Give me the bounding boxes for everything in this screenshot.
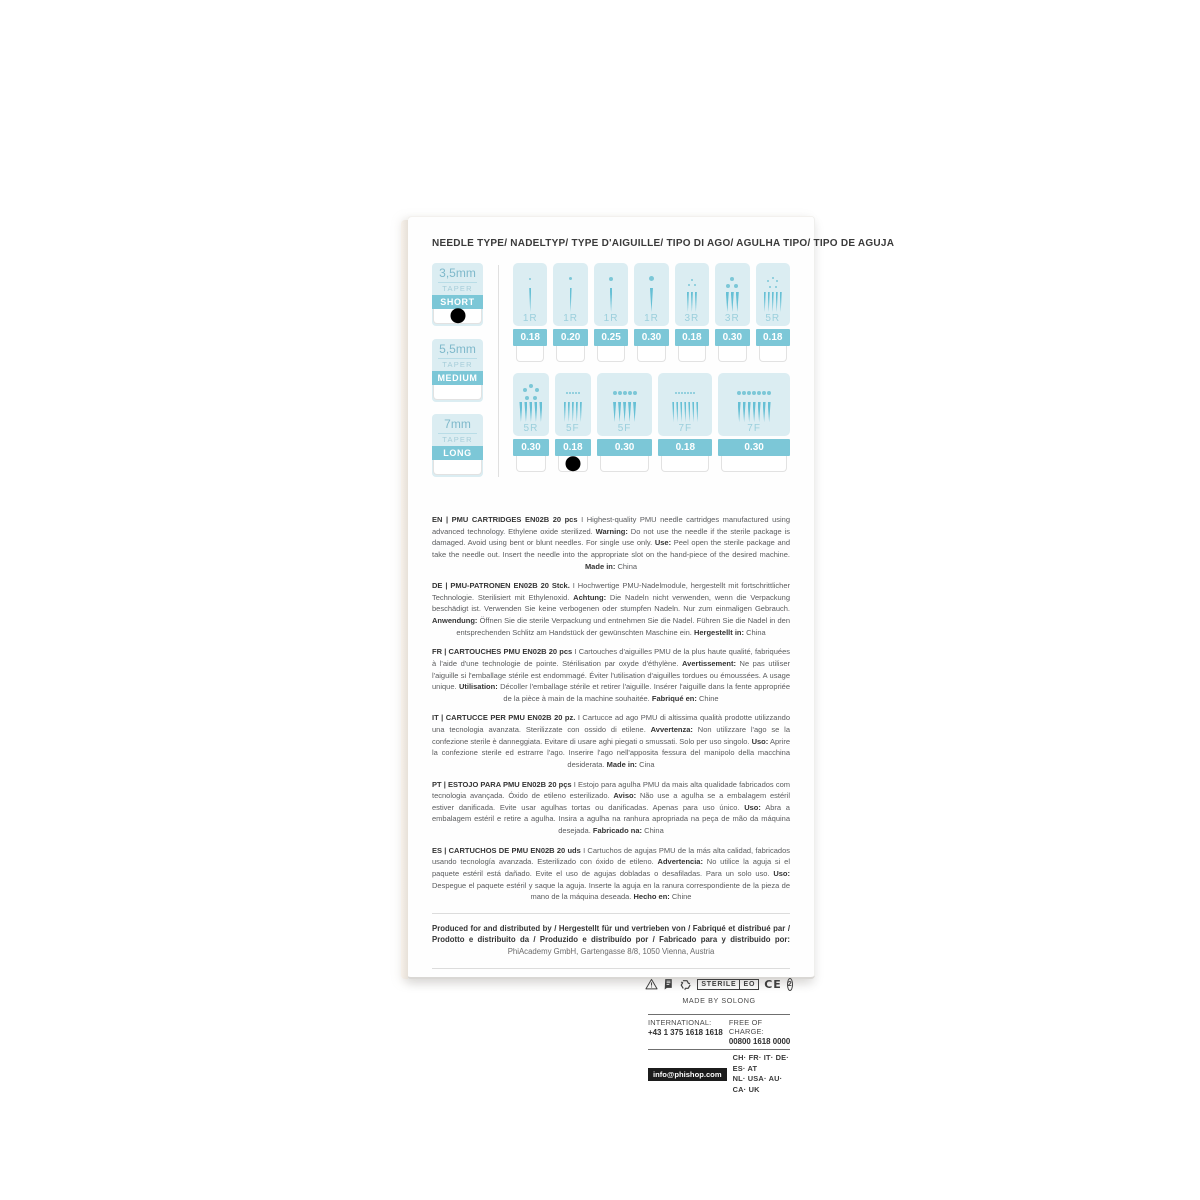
needle-cross-section-dot: [694, 284, 696, 286]
needle-panel: [658, 373, 712, 436]
bold-text: Use:: [654, 538, 672, 548]
needle-illustration: [610, 288, 613, 312]
taper-divider-line: [438, 433, 477, 434]
needle-checkbox: [678, 346, 706, 362]
needle-type-label: 7F: [678, 423, 693, 434]
needle-line: [748, 402, 751, 422]
taper-word: TAPER: [442, 284, 473, 293]
multilingual-descriptions: [432, 514, 790, 903]
needle-option-5R-0.18: [756, 263, 790, 362]
needle-cross-section-dot: [742, 391, 746, 395]
needle-line: [613, 402, 616, 422]
paragraph-pt: [432, 779, 790, 837]
bold-text: Made in:: [584, 561, 616, 571]
warning-triangle-icon: [645, 978, 658, 990]
body-text: Öffnen Sie die sterile Verpackung und entnehmen Sie die Nadel. Führen Sie die Nadel in den entsprechenden Schlitz am Handstück der gewünschten Maschine ein.: [456, 616, 790, 637]
bold-text: Advertencia:: [657, 857, 703, 867]
needle-illustration: [570, 288, 572, 312]
needle-diameter-label: 0.30: [718, 439, 790, 456]
needle-line: [580, 402, 582, 422]
needle-illustration: [738, 402, 771, 422]
bold-text: Made in:: [606, 759, 638, 769]
bold-text: Aviso:: [613, 791, 637, 801]
bold-text: Anwendung:: [432, 616, 478, 625]
needle-cross-section-icon: [649, 270, 654, 287]
bold-text: Uso:: [773, 868, 790, 878]
needle-cross-section-icon: [688, 274, 696, 291]
needle-line: [623, 402, 626, 422]
needle-line: [539, 402, 542, 422]
needle-type-label: 5R: [523, 423, 539, 434]
needle-cross-section-dot: [609, 277, 613, 281]
certification-contact-column: [648, 978, 790, 1096]
needle-cross-section-dot: [628, 391, 632, 395]
needle-cross-section-dot: [776, 280, 778, 282]
needle-line: [696, 402, 698, 422]
needle-cross-section-icon: [613, 384, 637, 401]
needle-panel: [715, 263, 749, 326]
needle-cross-section-dot: [575, 392, 577, 394]
needle-illustration: [764, 292, 782, 312]
body-text: I Cartouches d'aiguilles PMU de la plus haute qualité, fabriquées à l'aide d'une technologie de pointe. Stérilisation par oxyde d'éthylène.: [432, 647, 790, 668]
needle-illustration: [726, 292, 739, 312]
eo-label: EO: [740, 979, 759, 990]
taper-size-label: 7mm: [444, 417, 471, 431]
needle-cross-section-dot: [767, 280, 769, 282]
needle-type-label: 1R: [563, 313, 579, 324]
needle-line: [568, 402, 570, 422]
taper-checkbox: [433, 460, 482, 475]
body-text: China: [743, 627, 766, 637]
taper-selector-column: [432, 263, 483, 479]
needle-diameter-label: 0.18: [513, 329, 547, 346]
needle-type-label: 1R: [522, 313, 538, 324]
needle-cross-section-dot: [623, 391, 627, 395]
free-of-charge-label: FREE OF CHARGE:: [728, 1017, 764, 1036]
needle-cross-section-dot: [772, 277, 774, 279]
needle-line: [680, 402, 682, 422]
email-and-countries: [648, 1053, 790, 1096]
taper-option-long: [432, 414, 483, 477]
needle-illustration: [613, 402, 636, 422]
needle-type-chart: [432, 263, 790, 479]
needle-illustration: [529, 288, 531, 312]
needle-cross-section-dot: [734, 284, 738, 288]
needle-line: [692, 402, 694, 422]
bold-text: PT | ESTOJO PARA PMU EN02B 20 pçs: [432, 779, 572, 789]
taper-word: TAPER: [442, 359, 473, 369]
needle-line: [731, 292, 734, 312]
needle-cross-section-dot: [535, 388, 539, 392]
needle-panel: [594, 263, 628, 326]
country-codes-line1: CH· FR· IT· DE· ES· AT: [732, 1052, 789, 1073]
taper-checkbox: [433, 309, 482, 324]
needle-cross-section-dot: [693, 392, 695, 394]
needle-checkbox: [556, 346, 584, 362]
needle-line: [618, 402, 621, 422]
needle-cross-section-dot: [523, 388, 527, 392]
needle-row: [513, 373, 790, 472]
needle-diameter-label: 0.25: [594, 329, 628, 346]
needle-diameter-label: 0.30: [715, 329, 749, 346]
needle-diameter-label: 0.30: [634, 329, 668, 346]
needle-cross-section-icon: [529, 270, 531, 287]
taper-length-label: LONG: [432, 446, 483, 460]
needle-option-3R-0.18: [675, 263, 709, 362]
needle-line: [753, 402, 756, 422]
needle-cross-section-dot: [737, 391, 741, 395]
needle-line: [695, 292, 697, 312]
needle-line: [672, 402, 674, 422]
needle-line: [529, 288, 531, 312]
needle-line: [610, 288, 613, 312]
paragraph-es: [432, 845, 790, 903]
paragraph-it: [432, 712, 790, 770]
needle-panel: [513, 263, 547, 326]
taper-checkbox: [433, 385, 482, 400]
bold-text: Produced for and distributed by / Hergestellt für und vertrieben von / Fabriqué et distribué par / Prodotto e distribuito da / Produzido e distribuído por / Fabricado para y distribuido por:: [432, 923, 790, 945]
needle-type-label: 5F: [617, 423, 632, 434]
needle-cross-section-dot: [690, 392, 692, 394]
ce-mark: CE: [764, 977, 782, 991]
needle-cross-section-dot: [633, 391, 637, 395]
needle-cross-section-dot: [618, 391, 622, 395]
needle-cross-section-icon: [522, 384, 540, 401]
do-not-reuse-icon: 2: [787, 978, 793, 991]
needle-type-label: 5R: [765, 313, 781, 324]
bold-text: Avvertenza:: [650, 725, 693, 734]
needle-line: [628, 402, 631, 422]
needle-checkbox: [597, 346, 625, 362]
needle-line: [529, 402, 532, 422]
needle-panel: [718, 373, 790, 436]
needle-cross-section-dot: [762, 391, 766, 395]
distributor-info: [432, 923, 790, 958]
needle-type-label: 5F: [566, 423, 580, 434]
body-text: Non utilizzare l'ago se la confezione sterile è danneggiata. Evitare di usare aghi piegati o smussati. Solo per uso singolo.: [432, 725, 790, 746]
needle-type-label: 1R: [644, 313, 659, 324]
body-text: Despegue el paquete estéril y saque la aguja. Inserte la aguja en la ranura correspondiente de la pieza de mano de la máquina deseada.: [432, 880, 790, 902]
needle-type-label: 7F: [747, 423, 761, 434]
body-text: I Cartucce ad ago PMU di altissima qualità prodotte utilizzando una tecnologia avanzata. Sterilizzate con ossido di etilene.: [432, 713, 790, 734]
body-text: I Estojo para agulha PMU da mais alta qualidade fabricados com tecnologia avançada. Óxido de etileno esterilizado.: [432, 779, 790, 801]
paragraph-en: [432, 514, 790, 572]
bold-text: Uso:: [744, 802, 761, 812]
needle-grid: [513, 263, 790, 479]
sterile-label: STERILE: [697, 979, 740, 990]
bold-text: Achtung:: [573, 592, 607, 602]
bold-text: Hecho en:: [633, 892, 670, 902]
needle-line: [576, 402, 578, 422]
taper-length-label: MEDIUM: [432, 371, 483, 385]
needle-type-label: 1R: [603, 313, 619, 324]
needle-cross-section-icon: [569, 270, 572, 287]
body-text: Cina: [637, 759, 655, 769]
needle-cross-section-dot: [688, 284, 690, 286]
body-text: Décoller l'emballage stérile et retirer l'aiguille. Insérer l'aiguille dans la fente appropriée de la pièce à main de la machine souhaitée.: [497, 682, 790, 703]
needle-line: [688, 402, 690, 422]
bold-text: ES | CARTUCHOS DE PMU EN02B 20 uds: [432, 845, 581, 855]
needle-cross-section-dot: [775, 286, 777, 288]
needle-line: [764, 292, 766, 312]
needle-illustration: [687, 292, 697, 312]
body-text: Aprire la confezione sterile ed estrarre l'ago. Inserire l'ago nell'apposita fessura del manipolo della macchina desiderata.: [432, 736, 790, 769]
phone-numbers: [648, 1018, 790, 1050]
bold-text: FR | CARTOUCHES PMU EN02B 20 pcs: [432, 647, 573, 657]
needle-panel: [756, 263, 790, 326]
taper-option-short: [432, 263, 483, 326]
selection-dot: [565, 456, 580, 471]
free-of-charge-number: 00800 1618 0000: [728, 1036, 791, 1046]
bold-text: Fabriqué en:: [651, 693, 697, 703]
needle-line: [572, 402, 574, 422]
needle-option-1R-0.20: [553, 263, 587, 362]
needle-cross-section-dot: [649, 276, 654, 281]
needle-cross-section-dot: [569, 392, 571, 394]
needle-cross-section-dot: [752, 391, 756, 395]
bold-text: DE | PMU-PATRONEN EN02B 20 Stck.: [432, 581, 570, 591]
needle-cross-section-dot: [572, 392, 574, 394]
needle-cross-section-dot: [569, 277, 572, 280]
needle-cross-section-dot: [529, 384, 533, 388]
body-text: Peel open the sterile package and take the needle out. Insert the needle into the appropriate slot on the hand-piece of the desired machine.: [432, 538, 791, 559]
needle-line: [633, 402, 636, 422]
needle-checkbox: [600, 456, 650, 472]
needle-diameter-label: 0.20: [553, 329, 587, 346]
country-codes-line2: NL· USA· AU· CA· UK: [732, 1074, 783, 1095]
needle-line: [768, 292, 770, 312]
needle-cross-section-dot: [767, 391, 771, 395]
body-text: I Cartuchos de agujas PMU de la más alta calidad, fabricados usando tecnología avanzada. Esterilizado con óxido de etileno.: [432, 845, 790, 867]
body-text: Chine: [669, 892, 692, 902]
body-text: Não use a agulha se a embalagem estéril estiver danificada. Evite usar agulhas tortas ou danificadas. Apenas para uso único.: [432, 791, 790, 812]
bold-text: Uso:: [751, 736, 769, 746]
needle-type-label: 3R: [684, 313, 700, 324]
taper-size-label: 5,5mm: [439, 341, 476, 356]
needle-line: [780, 292, 782, 312]
needle-line: [743, 402, 746, 422]
separator-line: [432, 913, 790, 914]
needle-illustration: [519, 402, 542, 422]
body-text: PhiAcademy GmbH, Gartengasse 8/8, 1050 Vienna, Austria: [507, 947, 715, 957]
needle-cross-section-dot: [678, 392, 680, 394]
needle-line: [768, 402, 771, 422]
needle-option-5R-0.30: [513, 373, 549, 472]
recycle-icon: [679, 978, 692, 991]
needle-diameter-label: 0.18: [555, 439, 591, 456]
needle-cross-section-dot: [566, 392, 568, 394]
taper-divider-line: [438, 282, 477, 283]
needle-option-1R-0.25: [594, 263, 628, 362]
bold-text: IT | CARTUCCE PER PMU EN02B 20 pz.: [432, 713, 576, 723]
chart-divider: [498, 265, 499, 477]
needle-line: [726, 292, 729, 312]
separator-line: [432, 968, 790, 969]
needle-line: [684, 402, 686, 422]
needle-cross-section-dot: [525, 396, 529, 400]
needle-diameter-label: 0.18: [756, 329, 790, 346]
consult-instructions-icon: [663, 978, 674, 990]
needle-cross-section-dot: [726, 284, 730, 288]
needle-checkbox: [759, 346, 787, 362]
needle-line: [763, 402, 766, 422]
needle-cross-section-dot: [613, 391, 617, 395]
body-text: Ne pas utiliser l'aiguille si l'emballage stérile est endommagé. Éviter l'utilisation d'aiguilles tordues ou émoussées. A usage unique.: [432, 658, 790, 692]
needle-cross-section-dot: [691, 279, 693, 281]
email-address: info@phishop.com: [648, 1068, 727, 1081]
needle-illustration: [564, 402, 582, 422]
needle-cross-section-icon: [566, 384, 580, 401]
taper-option-medium: [432, 339, 483, 402]
needle-cross-section-dot: [681, 392, 683, 394]
needle-line: [738, 402, 741, 422]
international-number: +43 1 375 1618 1618: [648, 1027, 723, 1037]
needle-option-7F-0.18: [658, 373, 712, 472]
needle-option-5F-0.30: [597, 373, 653, 472]
needle-cross-section-dot: [747, 391, 751, 395]
certification-marks-row: [648, 978, 790, 991]
bold-text: Hergestellt in:: [693, 627, 744, 637]
needle-option-3R-0.30: [715, 263, 749, 362]
bold-text: Fabricado na:: [592, 826, 643, 835]
needle-cross-section-dot: [529, 278, 531, 280]
needle-cross-section-dot: [675, 392, 677, 394]
needle-type-label: 3R: [724, 313, 740, 324]
needle-illustration: [672, 402, 698, 422]
needle-cross-section-icon: [609, 270, 613, 287]
needle-checkbox: [721, 456, 787, 472]
needle-option-7F-0.30: [718, 373, 790, 472]
body-text: I Hochwertige PMU-Nadelmodule, hergestellt mit fortschrittlicher Technologie. Sterilisiert mit Ethylenoxid.: [432, 581, 790, 602]
needle-cross-section-dot: [757, 391, 761, 395]
body-text: Chine: [696, 693, 719, 703]
taper-divider-line: [438, 358, 477, 359]
made-by-text: MADE BY SOLONG: [682, 995, 756, 1005]
international-label: INTERNATIONAL:: [648, 1017, 712, 1027]
needle-cross-section-dot: [533, 396, 537, 400]
needle-line: [650, 288, 653, 312]
needle-line: [772, 292, 774, 312]
needle-panel: [555, 373, 591, 436]
selection-dot: [450, 308, 465, 323]
needle-line: [524, 402, 527, 422]
taper-length-label: SHORT: [432, 295, 483, 309]
needle-panel: [513, 373, 549, 436]
paragraph-de: [432, 580, 790, 638]
needle-type-header: NEEDLE TYPE/ NADELTYP/ TYPE D'AIGUILLE/ TIPO DI AGO/ AGULHA TIPO/ TIPO DE AGUJA: [432, 238, 895, 249]
needle-line: [758, 402, 761, 422]
needle-checkbox: [516, 456, 546, 472]
product-box-back: [407, 216, 895, 1095]
body-text: I Highest-quality PMU needle cartridges manufactured using advanced technology. Ethylene oxide sterilized.: [432, 515, 790, 536]
needle-line: [736, 292, 739, 312]
sterile-eo-mark: [697, 979, 759, 990]
needle-line: [519, 402, 522, 422]
needle-line: [564, 402, 566, 422]
body-text: Abra a embalagem estéril e retire a agulha. Insira a agulha na ranhura apropriada na peça de mão da máquina desejada.: [432, 802, 790, 835]
needle-cross-section-dot: [684, 392, 686, 394]
bold-text: Warning:: [595, 526, 628, 536]
needle-checkbox: [516, 346, 544, 362]
needle-diameter-label: 0.18: [658, 439, 712, 456]
needle-panel: [597, 373, 653, 436]
needle-checkbox: [558, 456, 588, 472]
needle-line: [687, 292, 689, 312]
needle-line: [691, 292, 693, 312]
needle-checkbox: [637, 346, 665, 362]
needle-illustration: [650, 288, 653, 312]
needle-line: [676, 402, 678, 422]
needle-checkbox: [718, 346, 746, 362]
body-text: Die Nadeln nicht verwenden, wenn die Verpackung beschädigt ist. Verwenden Sie keine verbogenen oder stumpfen Nadeln. Nur zum einmaligen Gebrauch.: [432, 592, 790, 614]
needle-cross-section-dot: [769, 286, 771, 288]
needle-cross-section-icon: [737, 384, 771, 401]
needle-diameter-label: 0.30: [513, 439, 549, 456]
needle-panel: [634, 263, 668, 326]
country-codes: [733, 1053, 790, 1096]
body-text: No utilice la aguja si el paquete estéril está dañado. Evite el uso de agujas dobladas o desafiladas. Para un solo uso.: [432, 857, 790, 878]
needle-panel: [675, 263, 709, 326]
needle-cross-section-dot: [730, 277, 734, 281]
needle-cross-section-icon: [766, 274, 779, 291]
needle-option-1R-0.30: [634, 263, 668, 362]
body-text: Do not use the needle if the sterile package is damaged. Avoid using bent or blunt needles. For single use only.: [432, 526, 790, 548]
needle-diameter-label: 0.30: [597, 439, 653, 456]
taper-word: TAPER: [442, 435, 473, 444]
bold-text: Avertissement:: [682, 658, 736, 668]
bold-text: EN | PMU CARTRIDGES EN02B 20 pcs: [432, 515, 578, 524]
body-text: China: [642, 826, 664, 835]
taper-size-label: 3,5mm: [439, 266, 476, 280]
body-text: China: [615, 561, 638, 571]
needle-line: [570, 288, 572, 312]
needle-option-1R-0.18: [513, 263, 547, 362]
needle-cross-section-dot: [578, 392, 580, 394]
contact-block: [648, 1014, 790, 1096]
bold-text: Utilisation:: [458, 682, 498, 692]
needle-checkbox: [661, 456, 709, 472]
needle-row: [513, 263, 790, 362]
needle-line: [534, 402, 537, 422]
needle-line: [776, 292, 778, 312]
international-phone: [648, 1018, 723, 1046]
needle-cross-section-icon: [675, 384, 695, 401]
free-of-charge-phone: [723, 1018, 790, 1046]
needle-panel: [553, 263, 587, 326]
needle-option-5F-0.18: [555, 373, 591, 472]
paragraph-fr: [432, 646, 790, 704]
needle-cross-section-icon: [726, 274, 738, 291]
needle-cross-section-dot: [687, 392, 689, 394]
needle-diameter-label: 0.18: [675, 329, 709, 346]
